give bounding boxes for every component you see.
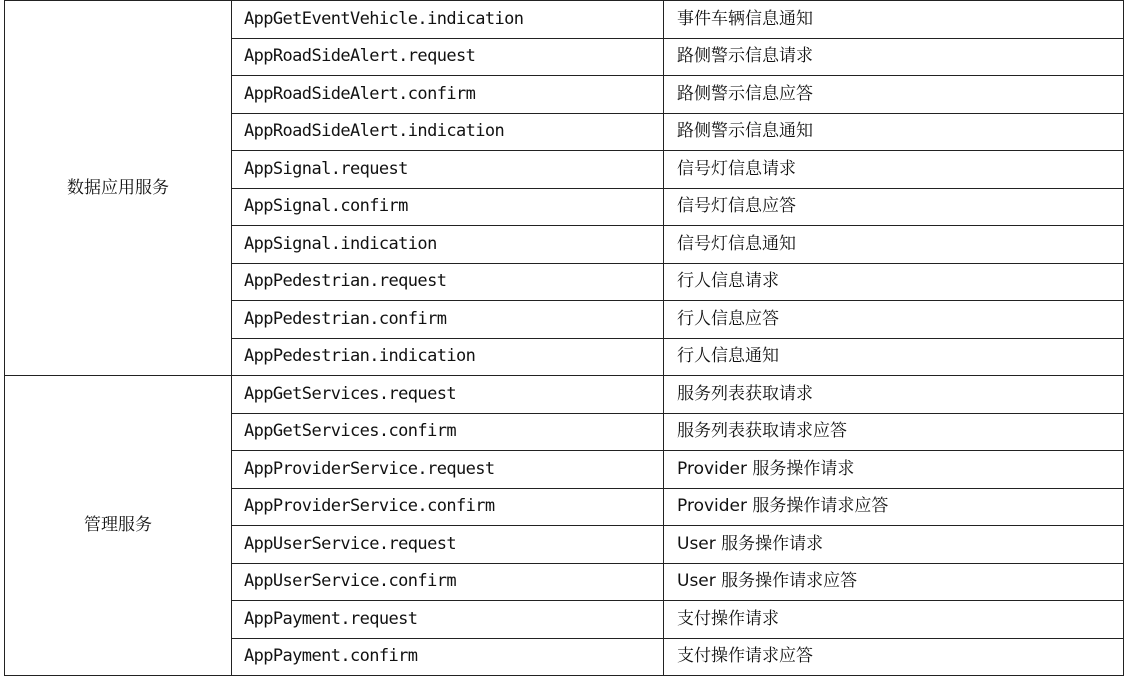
description-cell: 路侧警示信息通知 (664, 113, 1124, 151)
api-name-cell: AppGetServices.confirm (232, 413, 664, 451)
api-name-cell: AppPedestrian.indication (232, 338, 664, 376)
api-name-cell: AppGetServices.request (232, 376, 664, 414)
table-row (5, 376, 1124, 414)
api-name-cell: AppPayment.request (232, 601, 664, 639)
api-name-cell: AppPayment.confirm (232, 638, 664, 676)
description-cell: Provider 服务操作请求应答 (664, 488, 1124, 526)
description-cell: 信号灯信息应答 (664, 188, 1124, 226)
description-cell: 支付操作请求应答 (664, 638, 1124, 676)
api-name-cell: AppRoadSideAlert.request (232, 38, 664, 76)
description-cell: 信号灯信息通知 (664, 226, 1124, 264)
api-name-cell: AppUserService.confirm (232, 563, 664, 601)
description-cell: 路侧警示信息应答 (664, 76, 1124, 114)
group-cell-management-services: 管理服务 (5, 376, 232, 676)
api-name-cell: AppPedestrian.request (232, 263, 664, 301)
api-name-cell: AppProviderService.confirm (232, 488, 664, 526)
api-name-cell: AppPedestrian.confirm (232, 301, 664, 339)
description-cell: 事件车辆信息通知 (664, 1, 1124, 39)
description-cell: 行人信息请求 (664, 263, 1124, 301)
api-name-cell: AppProviderService.request (232, 451, 664, 489)
service-table-body (5, 1, 1124, 676)
api-name-cell: AppGetEventVehicle.indication (232, 1, 664, 39)
api-name-cell: AppRoadSideAlert.confirm (232, 76, 664, 114)
description-cell: 服务列表获取请求应答 (664, 413, 1124, 451)
description-cell: 行人信息应答 (664, 301, 1124, 339)
description-cell: 支付操作请求 (664, 601, 1124, 639)
api-name-cell: AppSignal.request (232, 151, 664, 189)
api-name-cell: AppSignal.confirm (232, 188, 664, 226)
description-cell: 行人信息通知 (664, 338, 1124, 376)
description-cell: 服务列表获取请求 (664, 376, 1124, 414)
description-cell: 信号灯信息请求 (664, 151, 1124, 189)
api-name-cell: AppSignal.indication (232, 226, 664, 264)
description-cell: User 服务操作请求应答 (664, 563, 1124, 601)
description-cell: 路侧警示信息请求 (664, 38, 1124, 76)
description-cell: Provider 服务操作请求 (664, 451, 1124, 489)
api-name-cell: AppUserService.request (232, 526, 664, 564)
group-cell-data-application-services: 数据应用服务 (5, 1, 232, 376)
api-name-cell: AppRoadSideAlert.indication (232, 113, 664, 151)
table-row (5, 1, 1124, 39)
description-cell: User 服务操作请求 (664, 526, 1124, 564)
service-table (4, 0, 1124, 676)
